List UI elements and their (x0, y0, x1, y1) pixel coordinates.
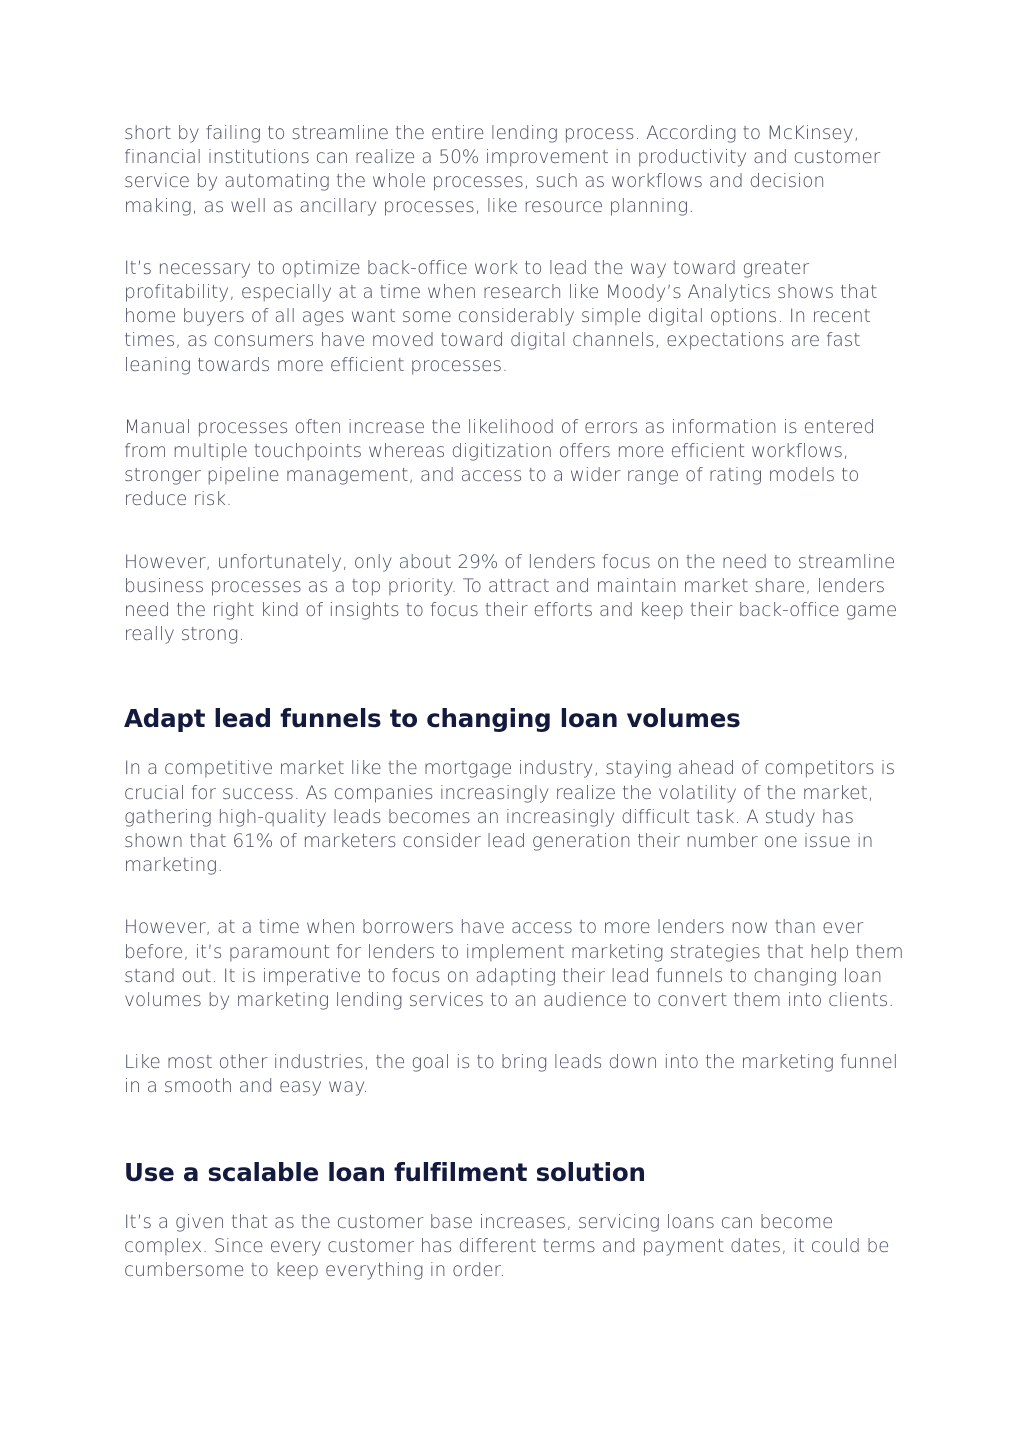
paragraph-loan-fulfilment-1: It’s a given that as the customer base increases, servicing loans can become complex. Since every customer has different terms and payment dates, it could be cumbersome to keep everything in order. (124, 1211, 890, 1282)
section-heading-lead-funnels: Adapt lead funnels to changing loan volumes (124, 704, 741, 734)
section-heading-loan-fulfilment: Use a scalable loan fulfilment solution (124, 1157, 646, 1187)
paragraph-intro-1: short by failing to streamline the entire lending process. According to McKinsey, financial institutions can realize a 50% improvement in productivity and customer service by automating the whole processes, such as workflows and decision making, as well as ancillary processes, like resource planning. (124, 123, 881, 217)
paragraph-lead-funnels-1: In a competitive market like the mortgage industry, staying ahead of competitors is crucial for success. As companies increasingly realize the volatility of the market, gathering high-quality leads becomes an increasingly difficult task. A study has shown that 61% of marketers consider lead generation their number one issue in marketing. (124, 758, 896, 877)
paragraph-intro-3: Manual processes often increase the likelihood of errors as information is entered from multiple touchpoints whereas digitization offers more efficient workflows, stronger pipeline management, and access to a wider range of rating models to reduce risk. (124, 416, 876, 511)
paragraph-intro-2: It’s necessary to optimize back-office work to lead the way toward greater profitability, especially at a time when research like Moody’s Analytics shows that home buyers of all ages want some considerably simple digital options. In recent times, as consumers have moved toward digital channels, expectations are fast leaning towards more efficient processes. (124, 257, 878, 376)
paragraph-lead-funnels-3: Like most other industries, the goal is to bring leads down into the marketing funnel in a smooth and easy way. (124, 1052, 898, 1098)
paragraph-intro-4: However, unfortunately, only about 29% of lenders focus on the need to streamline business processes as a top priority. To attract and maintain market share, lenders need the right kind of insights to focus their efforts and keep their back-office game really strong. (124, 551, 898, 646)
paragraph-lead-funnels-2: However, at a time when borrowers have access to more lenders now than ever before, it’s paramount for lenders to implement marketing strategies that help them stand out. It is imperative to focus on adapting their lead funnels to changing loan volumes by marketing lending services to an audience to convert them into clients. (124, 917, 904, 1012)
document-page (124, 122, 904, 1283)
